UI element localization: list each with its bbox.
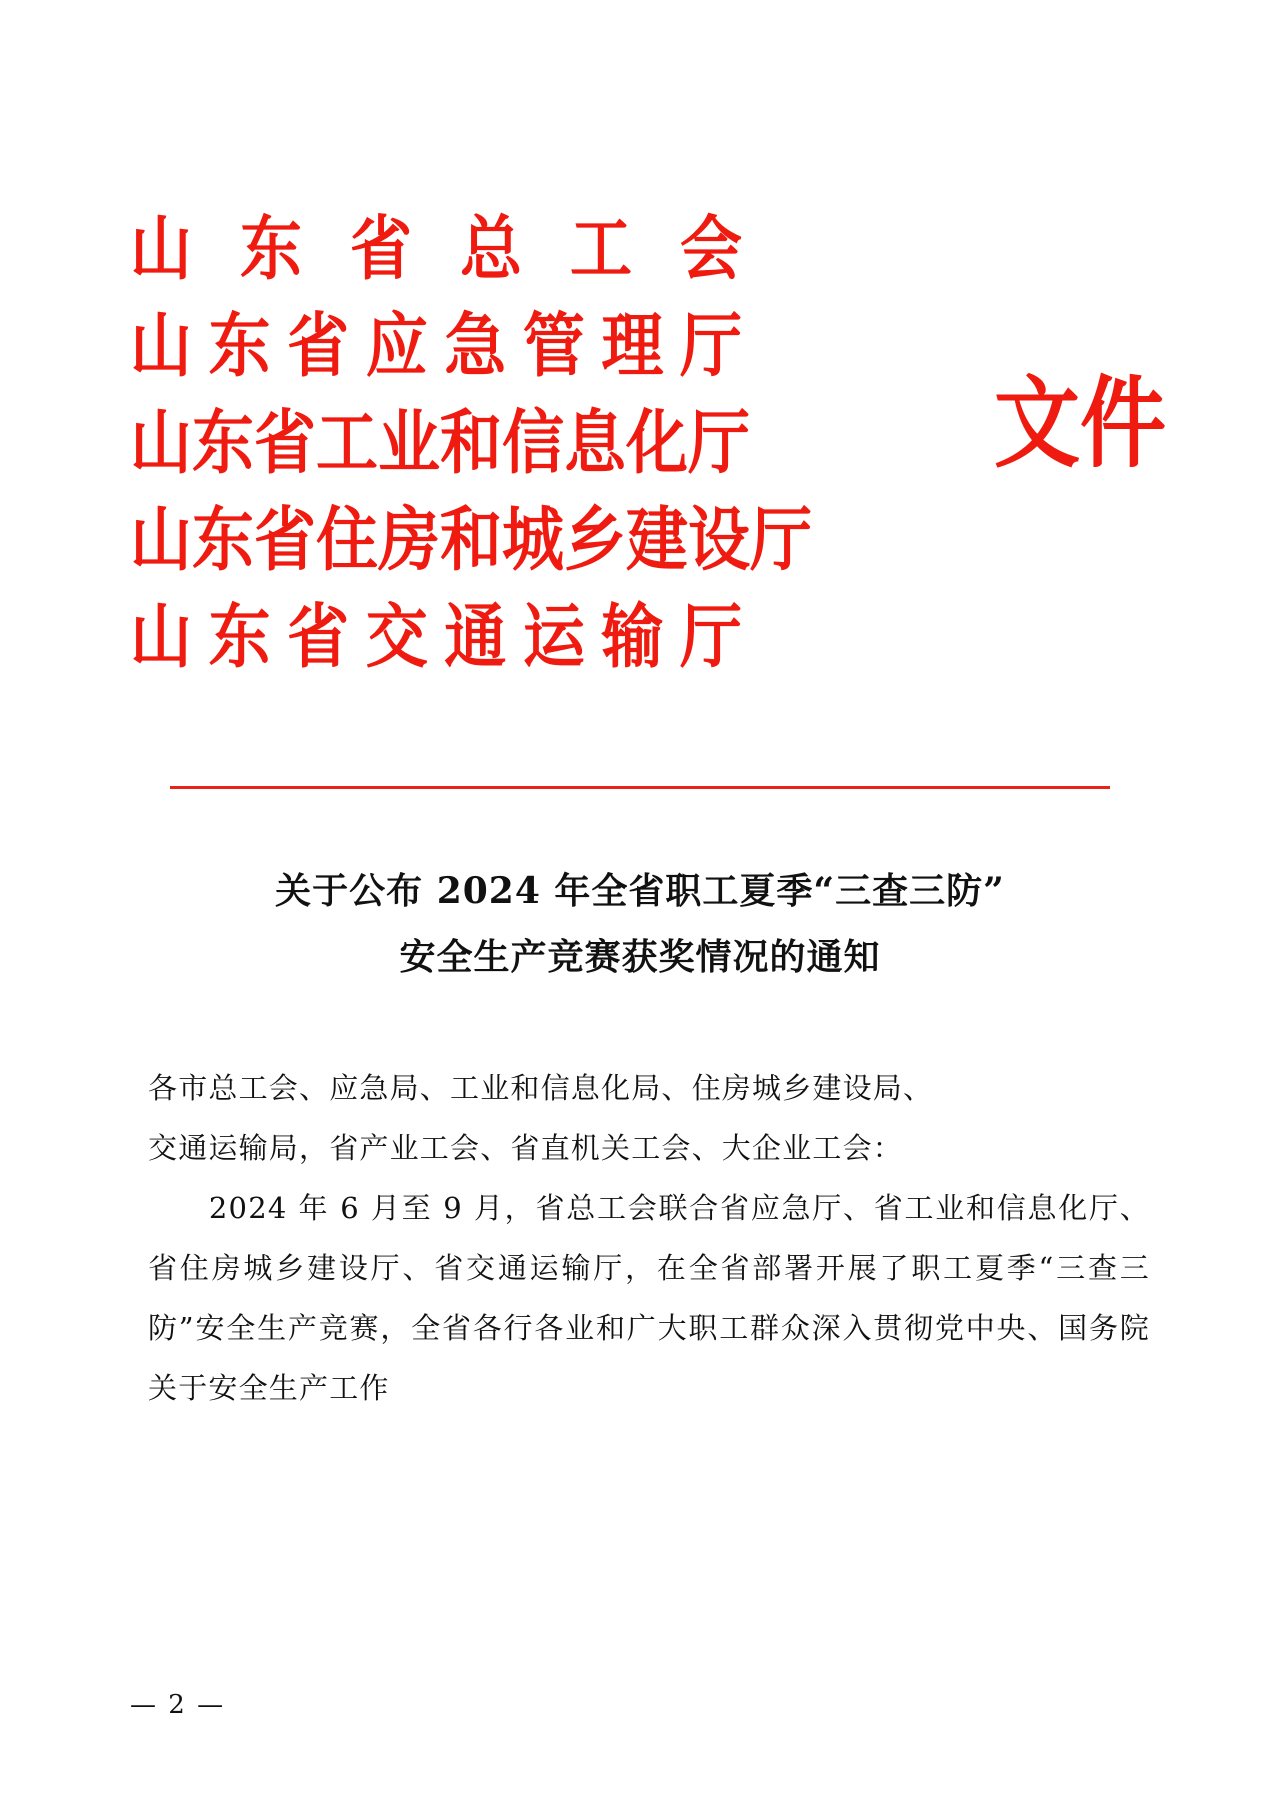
document-body xyxy=(148,1058,1150,1418)
title-line-2: 安全生产竞赛获奖情况的通知 xyxy=(399,936,881,978)
agency-line-4: 山东省住房和城乡建设厅 xyxy=(130,498,813,581)
agency-line-1: 山东省总工会 xyxy=(130,207,791,290)
letterhead-divider-rule xyxy=(170,786,1110,789)
page-title xyxy=(140,858,1140,990)
agency-line-2: 山东省应急管理厅 xyxy=(130,304,759,387)
document-word-label: 文件 xyxy=(994,365,1166,482)
page-number: — 2 — xyxy=(130,1690,226,1720)
body-paragraph-1: 2024 年 6 月至 9 月，省总工会联合省应急厅、省工业和信息化厅、省住房城乡建设厅、省交通运输厅，在全省部署开展了职工夏季“三查三防”安全生产竞赛，全省各行各业和广大职工群众深入贯彻党中央、国务院关于安全生产工作 xyxy=(148,1191,1150,1405)
agency-line-3: 山东省工业和信息化厅 xyxy=(130,401,751,484)
title-line-1: 关于公布 2024 年全省职工夏季“三查三防” xyxy=(275,870,1005,912)
agency-line-5: 山东省交通运输厅 xyxy=(130,595,759,678)
letterhead xyxy=(0,200,1280,700)
addressee-line-2: 交通运输局，省产业工会、省直机关工会、大企业工会： xyxy=(148,1131,904,1165)
issuing-agencies xyxy=(130,200,890,685)
addressee-line-1: 各市总工会、应急局、工业和信息化局、住房城乡建设局、 xyxy=(148,1071,934,1105)
